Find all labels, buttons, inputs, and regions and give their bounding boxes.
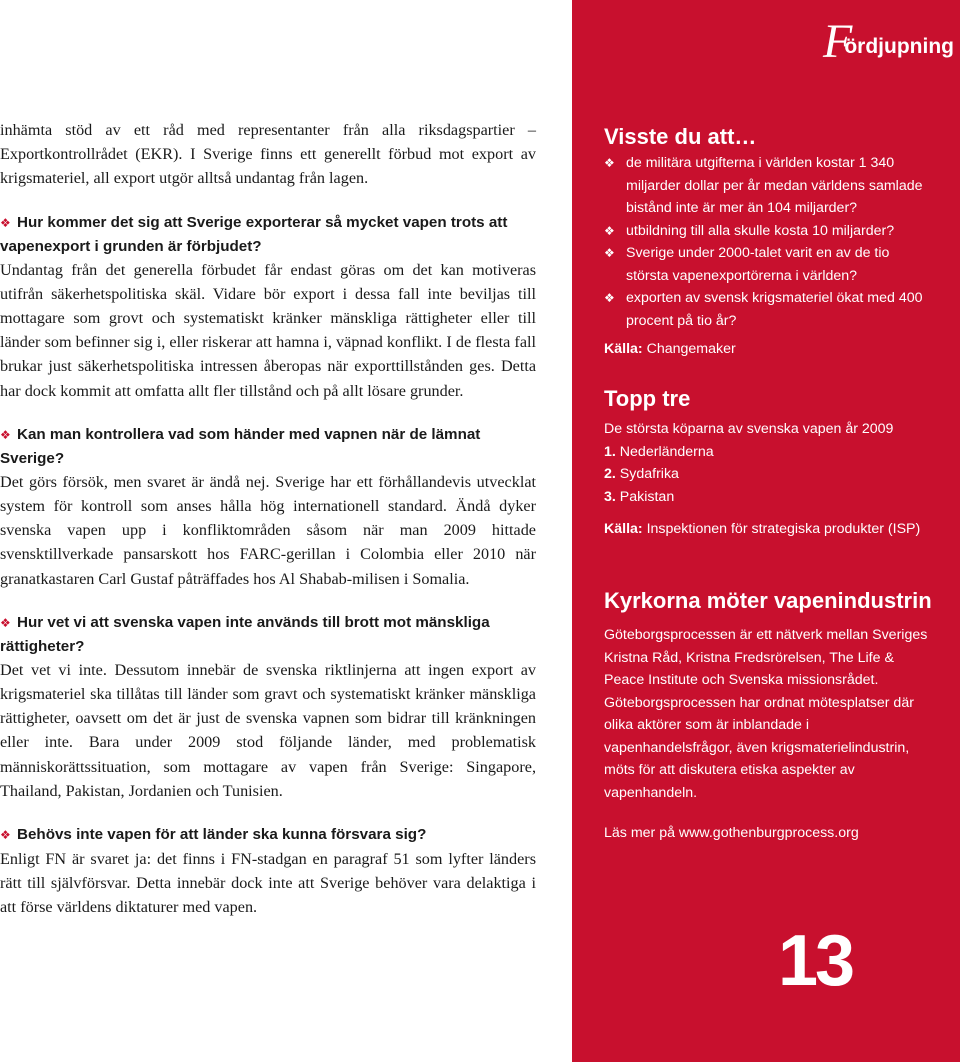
question-3-text: Hur vet vi att svenska vapen inte används till brott mot mänskliga rättigheter?	[0, 613, 490, 655]
diamond-bullet-icon: ❖	[0, 615, 11, 630]
question-4	[0, 823, 536, 847]
kyrkorna-box	[604, 586, 934, 845]
diamond-bullet-icon: ❖	[604, 223, 615, 238]
intro-paragraph: inhämta stöd av ett råd med representanter från alla riksdagspartier – Exportkontrollrådet (EKR). I Sverige finns ett generellt förbud mot export av krigsmateriel, all export utgör alltså undantag från lagen.	[0, 121, 536, 188]
fordjupning-sidebar	[572, 0, 960, 1062]
question-2-text: Kan man kontrollera vad som händer med vapnen när de lämnat Sverige?	[0, 425, 481, 467]
section-brand	[823, 10, 954, 68]
topp-item: 2. Sydafrika	[604, 466, 679, 482]
visste-heading: Visste du att…	[604, 124, 757, 149]
page-number: 13	[778, 921, 853, 1001]
diamond-bullet-icon: ❖	[0, 828, 11, 843]
brand-initial: F	[823, 15, 853, 68]
diamond-bullet-icon: ❖	[604, 291, 615, 305]
question-4-text: Behövs inte vapen för att länder ska kunna försvara sig?	[17, 826, 427, 844]
question-1	[0, 211, 536, 258]
visste-item: ❖ utbildning till alla skulle kosta 10 miljarder?	[604, 220, 934, 243]
topp-tre-box	[604, 384, 934, 541]
brand-rest: ördjupning	[844, 35, 954, 58]
answer-3: Det vet vi inte. Dessutom innebär de svenska riktlinjerna att ingen export av krigsmateriel ska tillåtas till länder som gravt och systematiskt kränker mänskliga rättigheter, oavsett om det är just de svenska vapnen som bidrar till kränkningen eller inte. Bara under 2009 stod följande länder, med problematisk människorättssituation, som mottagare av vapen från Sverige: Singapore, Thailand, Pakistan, Jordanien och Tunisien.	[0, 660, 536, 800]
diamond-bullet-icon: ❖	[604, 246, 615, 260]
diamond-bullet-icon: ❖	[0, 215, 11, 230]
visste-item: ❖ de militära utgifterna i världen kostar 1 340 miljarder dollar per år medan världens samlade bistånd inte är mer än 104 miljarder?	[604, 152, 934, 220]
kyrkorna-body: Göteborgsprocessen är ett nätverk mellan Sveriges Kristna Råd, Kristna Fredsrörelsen, The Life & Peace Institute och Svenska missionsrådet. Göteborgsprocessen har ordnat mötesplatser där olika aktörer som är inblandade i vapenhandelsfrågor, även krigsmaterielindustrin, möts för att diskutera etiska aspekter av vapenhandeln.	[604, 627, 928, 801]
diamond-bullet-icon: ❖	[604, 156, 615, 170]
question-3	[0, 611, 536, 658]
visste-item: ❖ Sverige under 2000-talet varit en av de tio största vapenexportörerna i världen?	[604, 242, 934, 287]
question-2	[0, 423, 536, 470]
main-column	[0, 118, 536, 920]
kyrkorna-link[interactable]: Läs mer på www.gothenburgprocess.org	[604, 825, 859, 841]
diamond-bullet-icon: ❖	[0, 427, 11, 442]
visste-item: ❖ exporten av svensk krigsmateriel ökat med 400 procent på tio år?	[604, 287, 934, 332]
answer-2: Det görs försök, men svaret är ändå nej. Sverige har ett förhållandevis utvecklat system för kontroll som anses hålla hög internationell standard. Ändå dyker svenska vapen upp i konfliktområden såsom när man 2009 hittade svensktillverkade pansarskott hos FARC-gerillan i Colombia eller 2010 när granatkastaren Carl Gustaf påträffades hos Al Shabab-milisen i Somalia.	[0, 472, 536, 588]
answer-4: Enligt FN är svaret ja: det finns i FN-stadgan en paragraf 51 som lyfter länders rätt till självförsvar. Detta innebär dock inte att Sverige behöver vara delaktiga i att förse världens diktaturer med vapen.	[0, 850, 536, 917]
topp-source: Källa: Inspektionen för strategiska produkter (ISP)	[604, 521, 921, 537]
topp-heading: Topp tre	[604, 386, 691, 411]
topp-item: 3. Pakistan	[604, 488, 675, 505]
visste-box	[604, 122, 934, 361]
topp-item: 1. Nederländerna	[604, 443, 714, 460]
topp-intro: De största köparna av svenska vapen år 2009	[604, 421, 894, 437]
visste-source: Källa: Changemaker	[604, 341, 736, 357]
answer-1: Undantag från det generella förbudet får endast göras om det kan motiveras utifrån säkerhetspolitiska skäl. Vidare bör export i dessa fall inte beviljas till mottagare som grovt och systematiskt kränker mänskliga rättigheter eller till länder som befinner sig i, eller riskerar att hamna i, väpnad konflikt. I de flesta fall brukar just säkerhetspolitiska intressen åberopas när exporttillstånden ges. Detta har dock kommit att omfatta allt fler tillstånd och på allt lösare grunder.	[0, 260, 536, 400]
kyrkorna-heading: Kyrkorna möter vapenindustrin	[604, 588, 932, 613]
question-1-text: Hur kommer det sig att Sverige exporterar så mycket vapen trots att vapenexport i grunden är förbjudet?	[0, 213, 508, 255]
